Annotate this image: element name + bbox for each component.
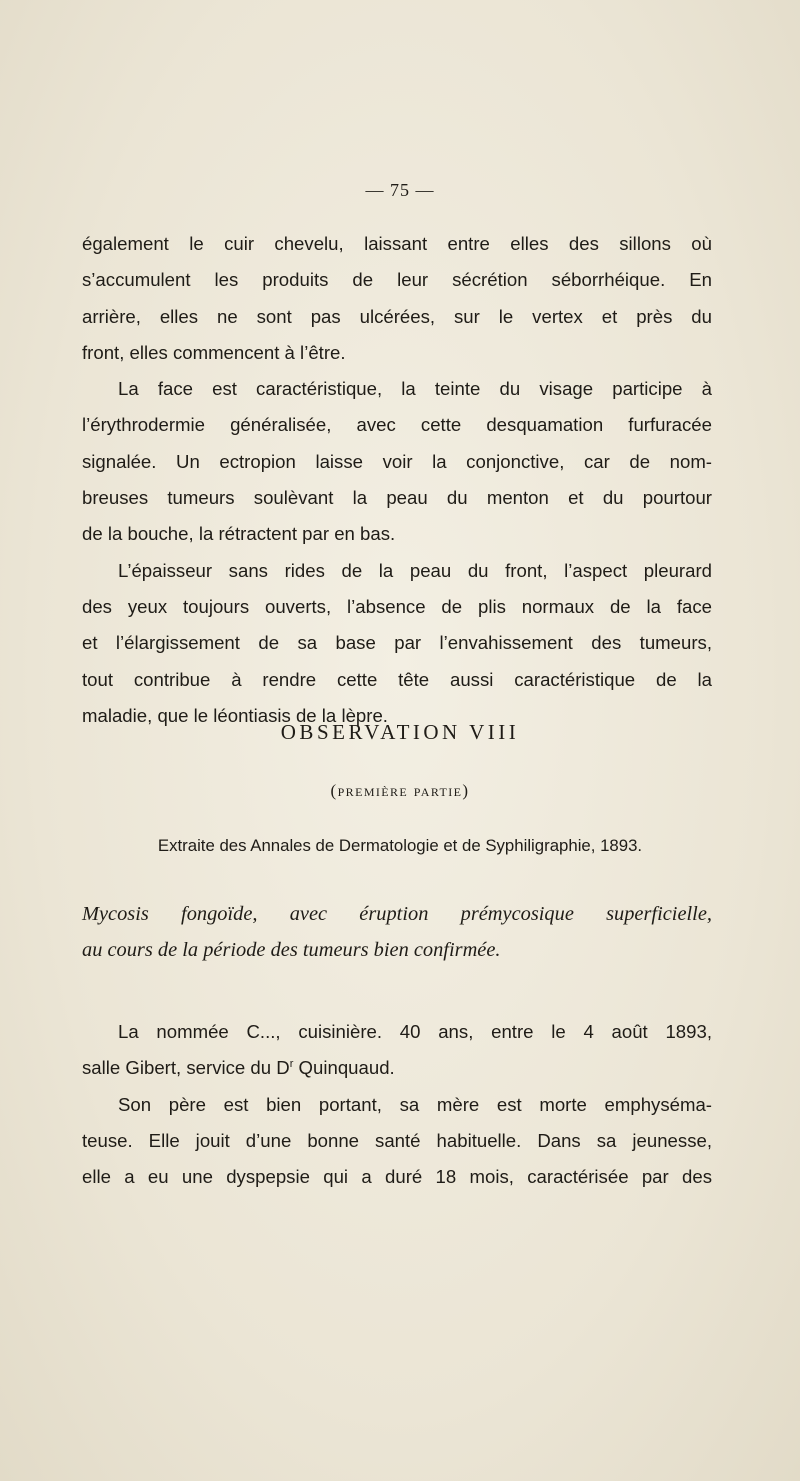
text-line: l’érythrodermie généralisée, avec cette desquamation furfuracée: [82, 414, 712, 436]
superscript: r: [289, 1058, 294, 1071]
text-line: signalée. Un ectropion laisse voir la conjonctive, car de nom-: [82, 450, 712, 472]
text-line: maladie, que le léontiasis de la lèpre.: [82, 704, 388, 726]
text-line: teuse. Elle jouit d’une bonne santé habituelle. Dans sa jeunesse,: [82, 1129, 712, 1151]
text-line: L’épaisseur sans rides de la peau du front, l’aspect pleurard: [118, 559, 712, 581]
text-line: Son père est bien portant, sa mère est morte emphyséma-: [118, 1093, 712, 1115]
text-line: des yeux toujours ouverts, l’absence de plis normaux de la face: [82, 595, 712, 617]
diagnosis-line: au cours de la période des tumeurs bien confirmée.: [82, 939, 501, 961]
observation-source: Extraite des Annales de Dermatologie et de Syphiligraphie, 1893.: [157, 836, 643, 855]
text-line: arrière, elles ne sont pas ulcérées, sur le vertex et près du: [82, 305, 712, 327]
text-line: breuses tumeurs soulèvant la peau du menton et du pourtour: [82, 487, 712, 509]
text-line: front, elles commencent à l’être.: [82, 341, 346, 363]
text-line: La nommée C..., cuisinière. 40 ans, entre le 4 août 1893,: [118, 1021, 712, 1042]
text-line: et l’élargissement de sa base par l’envahissement des tumeurs,: [82, 632, 712, 654]
text-line: La face est caractéristique, la teinte du visage participe à: [118, 378, 712, 400]
observation-title: OBSERVATION VIII: [280, 720, 520, 744]
text-fragment: Quinquaud.: [293, 1057, 395, 1079]
page-number: — 75 —: [365, 180, 435, 200]
text-line: de la bouche, la rétractent par en bas.: [82, 523, 396, 545]
diagnosis-heading: [82, 896, 712, 968]
text-line: s’accumulent les produits de leur sécrétion séborrhéique. En: [82, 269, 712, 291]
text-line: également le cuir chevelu, laissant entre elles des sillons où: [82, 233, 712, 254]
text-line: [82, 1050, 712, 1086]
text-block-case: [82, 1014, 712, 1195]
text-block-continuation: [82, 226, 712, 734]
text-fragment: salle Gibert, service du D: [82, 1057, 290, 1079]
observation-subtitle: (première partie): [330, 781, 470, 800]
diagnosis-line: Mycosis fongoïde, avec éruption prémycosique superficielle,: [82, 903, 712, 925]
text-line: elle a eu une dyspepsie qui a duré 18 mois, caractérisée par des: [82, 1166, 712, 1188]
text-line: tout contribue à rendre cette tête aussi caractéristique de la: [82, 668, 712, 690]
